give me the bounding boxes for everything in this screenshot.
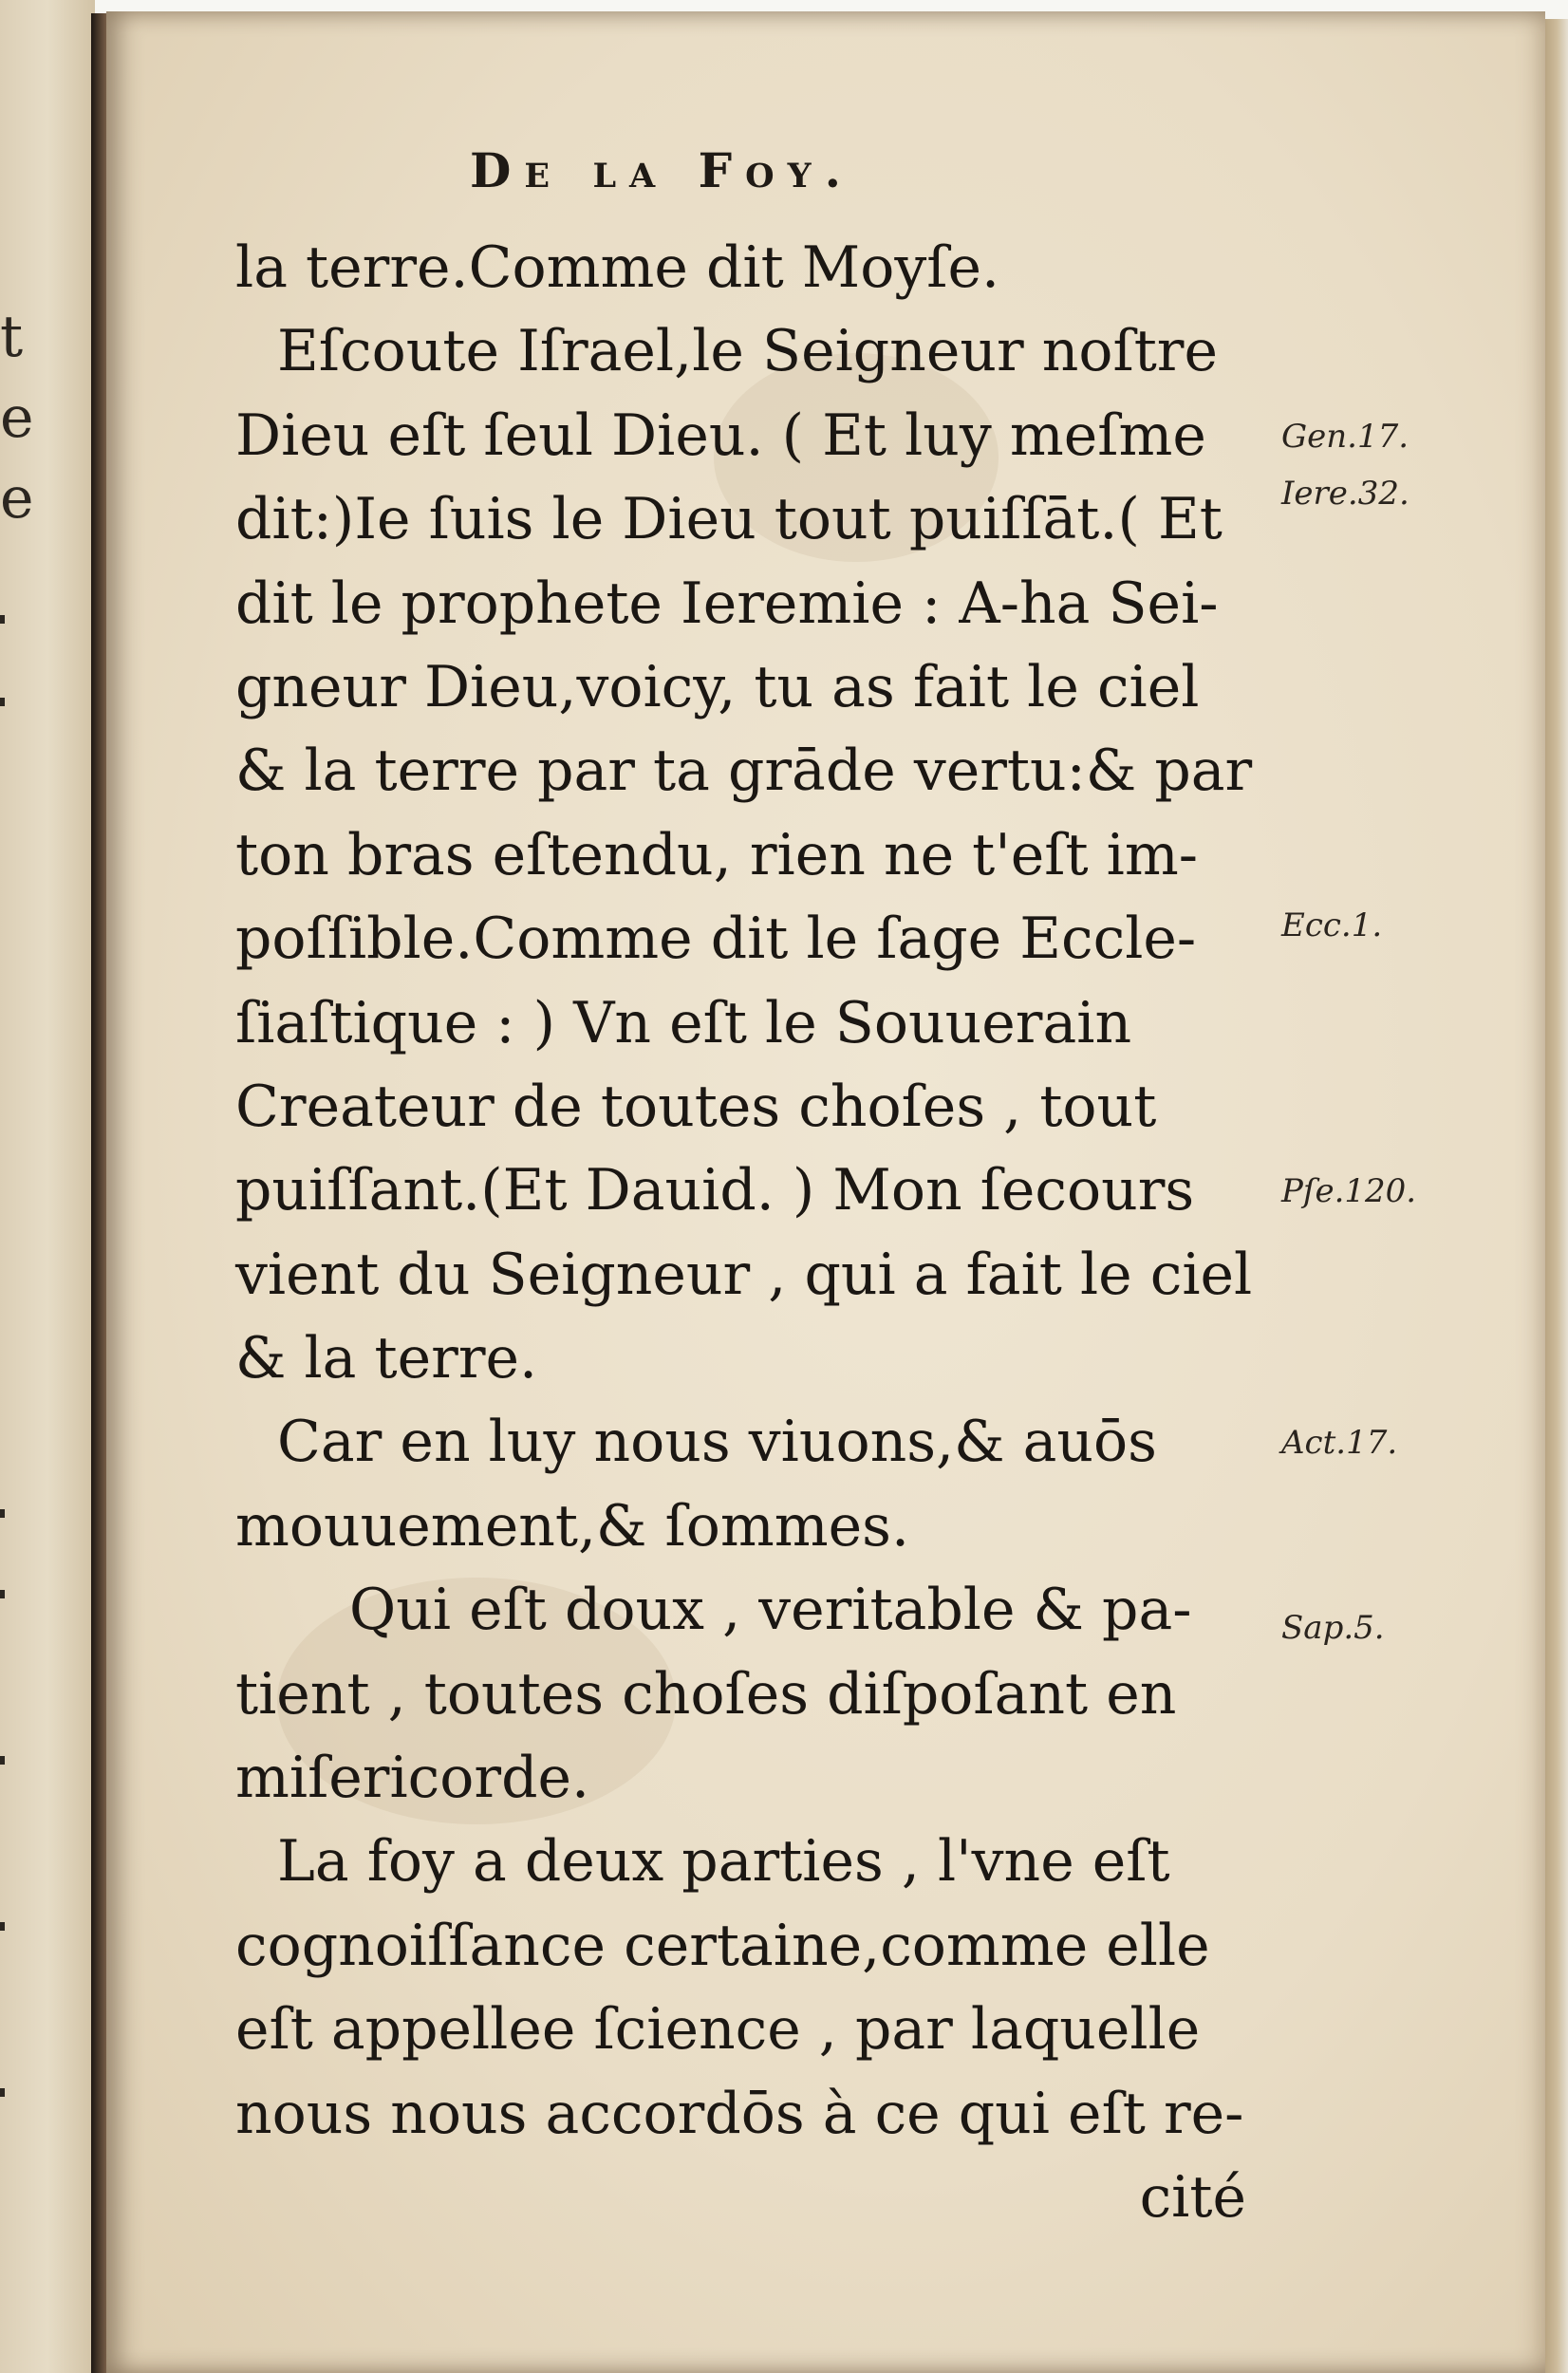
text-line: poſſible.Comme dit le ſage Eccle- — [235, 906, 1197, 973]
text-line: Car en luy nous viuons,& auōs — [277, 1409, 1157, 1476]
margin-note: Gen.17. — [1281, 418, 1409, 456]
ink-mark — [0, 1922, 5, 1931]
text-line: ſiaſtique : ) Vn eſt le Souuerain — [235, 989, 1132, 1056]
margin-note: Ecc.1. — [1281, 906, 1383, 944]
text-line: miſericorde. — [235, 1745, 590, 1812]
text-line: nous nous accordōs à ce qui eſt re- — [235, 2080, 1244, 2147]
margin-note: Iere.32. — [1281, 475, 1409, 513]
text-line: Dieu eſt ſeul Dieu. ( Et luy meſme — [235, 402, 1206, 469]
facing-page-fragment: t — [0, 304, 24, 370]
margin-note: Act.17. — [1281, 1424, 1398, 1462]
text-line: Qui eſt doux , veritable & pa- — [349, 1577, 1192, 1644]
ink-mark — [0, 1509, 5, 1518]
text-line: vient du Seigneur , qui a fait le ciel — [235, 1241, 1253, 1308]
text-line: puiſſant.(Et Dauid. ) Mon ſecours — [235, 1157, 1195, 1224]
text-line: & la terre par ta grāde vertu:& par — [235, 738, 1253, 805]
ink-mark — [0, 2088, 5, 2097]
text-line: & la terre. — [235, 1325, 538, 1392]
text-line: La foy a deux parties , l'vne eſt — [277, 1828, 1170, 1896]
text-line: dit:)Ie ſuis le Dieu tout puiſſāt.( Et — [235, 486, 1223, 553]
page-edge — [1545, 19, 1568, 2373]
facing-page-fragment: e — [0, 384, 34, 451]
ink-mark — [0, 698, 5, 706]
ink-mark — [0, 1590, 5, 1598]
ink-mark — [0, 615, 5, 624]
text-line: ton bras eſtendu, rien ne t'eſt im- — [235, 821, 1199, 888]
facing-page-fragment: e — [0, 465, 34, 532]
text-line: tient , toutes choſes diſpoſant en — [235, 1660, 1177, 1728]
text-line: dit le prophete Ieremie : A-ha Sei- — [235, 570, 1219, 637]
text-line: eſt appellee ſcience , par laquelle — [235, 1996, 1201, 2064]
body-text — [235, 226, 1270, 2239]
text-line: Createur de toutes choſes , tout — [235, 1073, 1157, 1140]
text-line: mouuement,& ſommes. — [235, 1492, 910, 1560]
text-line: Eſcoute Iſrael,le Seigneur noſtre — [277, 318, 1218, 385]
margin-note: Pſe.120. — [1281, 1172, 1417, 1210]
text-line: cognoiſſance certaine,comme elle — [235, 1912, 1210, 1979]
facing-page — [0, 0, 95, 2373]
running-head: De la Foy. — [470, 142, 854, 198]
catchword: cité — [1139, 2163, 1246, 2231]
ink-mark — [0, 1756, 5, 1765]
text-line: la terre.Comme dit Moyſe. — [235, 234, 1000, 301]
margin-note: Sap.5. — [1281, 1609, 1385, 1647]
text-line: gneur Dieu,voicy, tu as fait le ciel — [235, 653, 1200, 720]
